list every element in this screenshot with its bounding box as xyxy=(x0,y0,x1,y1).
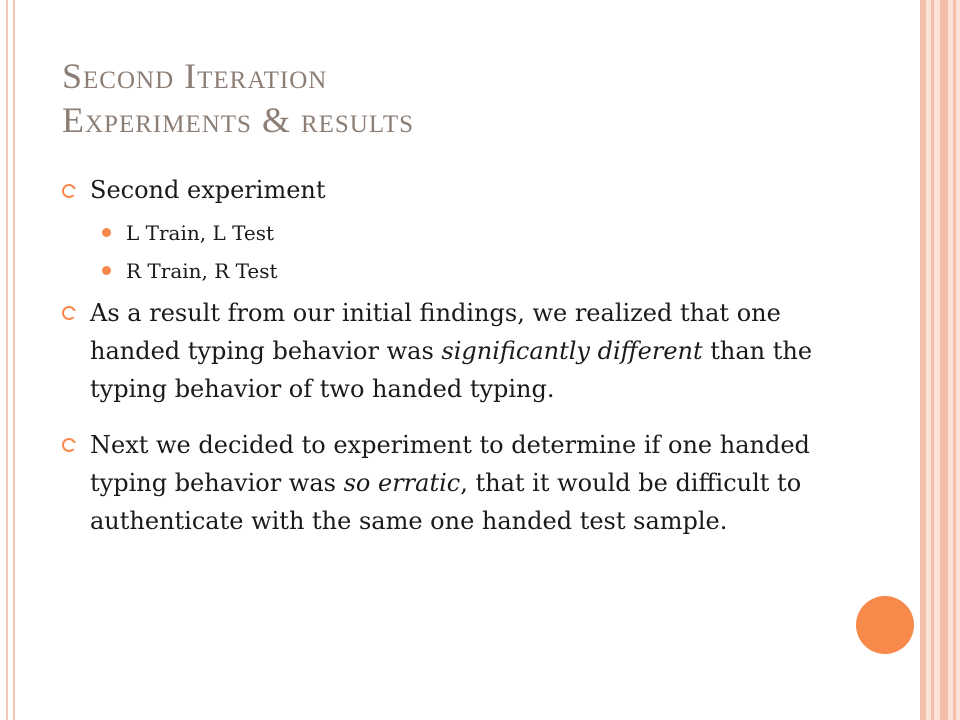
left-border-line-outer xyxy=(6,0,8,720)
sub-bullet-text: L Train, L Test xyxy=(126,221,275,245)
bullet-emphasis: significantly different xyxy=(441,337,703,365)
right-stripe-1 xyxy=(920,0,926,720)
bullet-initial-findings xyxy=(62,294,842,408)
bullet-text-part: , that it would be difficult to authenticate with the same one handed test sample. xyxy=(90,469,802,535)
sub-bullet-item xyxy=(62,252,842,290)
bullet-ring-icon xyxy=(62,438,76,452)
bullet-text-part: As a result from our initial findings, we realized that one handed typing behavior was xyxy=(90,299,781,365)
sub-bullet-item xyxy=(62,214,842,252)
sub-bullet-text: R Train, R Test xyxy=(126,259,278,283)
bullet-next-experiment xyxy=(62,426,842,540)
bullet-text-part: Next we decided to experiment to determine if one handed typing behavior was xyxy=(90,431,810,497)
slide-title xyxy=(62,54,862,142)
title-line-2: Experiments & results xyxy=(62,100,415,140)
right-stripe-4 xyxy=(953,0,956,720)
right-stripe-2 xyxy=(931,0,934,720)
bullet-emphasis: so erratic xyxy=(343,469,461,497)
accent-circle xyxy=(856,596,914,654)
bullet-text: Second experiment xyxy=(90,176,326,204)
right-stripe-3 xyxy=(940,0,948,720)
slide-content xyxy=(62,172,842,540)
bullet-ring-icon xyxy=(62,184,76,198)
left-border-line-inner xyxy=(13,0,15,720)
bullet-second-experiment xyxy=(62,172,842,208)
bullet-text-part: than the typing behavior of two handed typing. xyxy=(90,337,813,403)
bullet-dot-icon xyxy=(102,266,111,275)
title-line-1: Second Iteration xyxy=(62,56,328,96)
bullet-ring-icon xyxy=(62,306,76,320)
sub-bullet-list xyxy=(62,214,842,290)
bullet-dot-icon xyxy=(102,228,111,237)
